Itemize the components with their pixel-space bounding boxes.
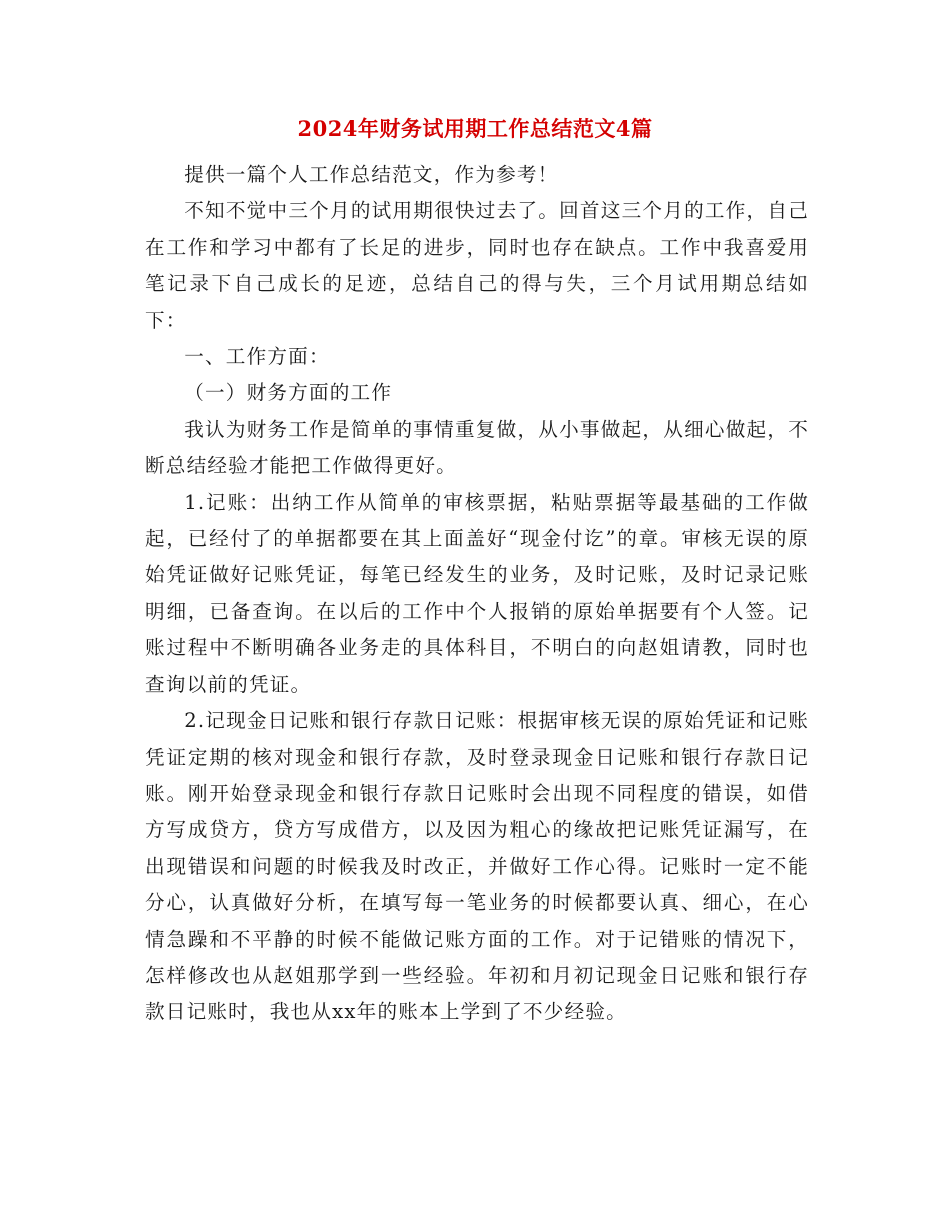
bookkeeping-paragraph: 1.记账：出纳工作从简单的审核票据，粘贴票据等最基础的工作做起，已经付了的单据都要在其上面盖好“现金付讫”的章。审核无误的原始凭证做好记账凭证，每笔已经发生的业务，及时记账，及时记录记账明细，已备查询。在以后的工作中个人报销的原始单据要有个人签。记账过程中不断明确各业务走的具体科目，不明白的向赵姐请教，同时也查询以前的凭证。 [145,490,809,696]
opening-paragraph: 不知不觉中三个月的试用期很快过去了。回首这三个月的工作，自己在工作和学习中都有了长足的进步，同时也存在缺点。工作中我喜爱用笔记录下自己成长的足迹，总结自己的得与失，三个月试用期总结如下： [145,199,809,332]
section-heading-work: 一、工作方面： [184,345,330,369]
subsection-heading-finance: （一）财务方面的工作 [184,381,393,405]
finance-intro-paragraph: 我认为财务工作是简单的事情重复做，从小事做起，从细心做起，不断总结经验才能把工作做得更好。 [145,417,809,478]
journal-paragraph: 2.记现金日记账和银行存款日记账：根据审核无误的原始凭证和记账凭证定期的核对现金和银行存款，及时登录现金日记账和银行存款日记账。刚开始登录现金和银行存款日记账时会出现不同程度的错误，如借方写成贷方，贷方写成借方，以及因为粗心的缘故把记账凭证漏写，在出现错误和问题的时候我及时改正，并做好工作心得。记账时一定不能分心，认真做好分析，在填写每一笔业务的时候都要认真、细心，在心情急躁和不平静的时候不能做记账方面的工作。对于记错账的情况下，怎样修改也从赵姐那学到一些经验。年初和月初记现金日记账和银行存款日记账时，我也从xx年的账本上学到了不少经验。 [145,709,809,1024]
intro-paragraph: 提供一篇个人工作总结范文，作为参考！ [184,163,559,186]
document-body [145,157,809,1031]
document-title: 2024年财务试用期工作总结范文4篇 [297,116,653,141]
